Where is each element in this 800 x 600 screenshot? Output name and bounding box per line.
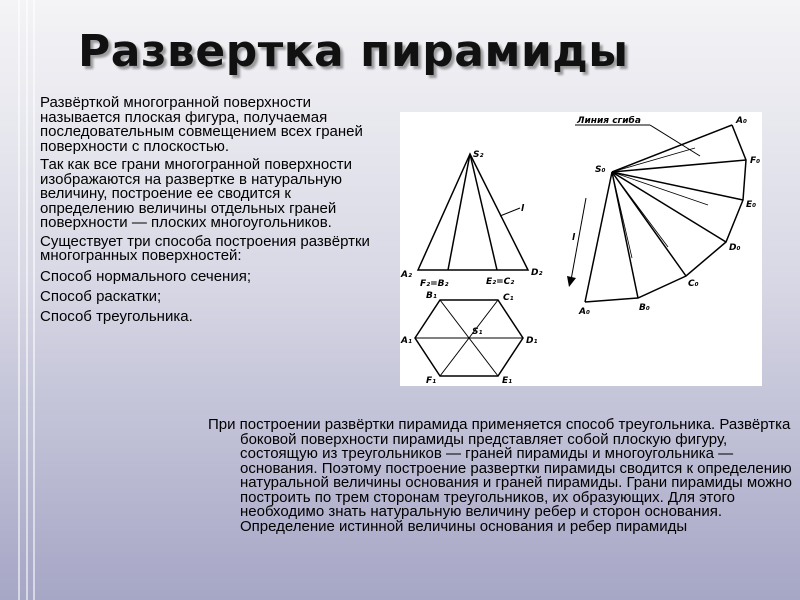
- dev-ray-d0: [612, 172, 726, 242]
- decor-stripe-3: [33, 0, 35, 600]
- l-arrow-head: [567, 276, 576, 287]
- label-b0: B₀: [639, 303, 650, 313]
- label-e0: E₀: [746, 200, 757, 210]
- method-triangle: Способ треугольника.: [40, 307, 193, 325]
- method-normal-section: Способ нормального сечения;: [40, 267, 251, 285]
- label-f2b2: F₂=B₂: [420, 279, 449, 289]
- explanation-paragraph: Так как все грани многогранной поверхности изображаются на развертке в натуральную величину, построение ее сводится к определению величины отдельных граней поверхности — плоских многоугольников.: [40, 156, 353, 231]
- decor-stripe-2: [26, 0, 28, 600]
- label-e2c2: E₂=C₂: [486, 277, 515, 287]
- bottom-text-block: При построении развёртки пирамида применяется способ треугольника. Развёртка боковой поверхности пирамиды представляет собой плоскую фигуру, состоящую из треугольников — граней пирамиды и многоугольника — основания. Поэтому построение развертки пирамиды сводится к определению натуральной величины основания и граней пирамиды. Грани пирамиды можно построить по трем сторонам треугольников, их образующих. Для этого необходимо знать натуральную величину ребер и сторон основания. Определение истинной величины основания и ребер пирамиды: [208, 416, 792, 535]
- label-l-dev: l: [572, 233, 576, 243]
- label-c1: C₁: [503, 293, 514, 303]
- decor-stripe-1: [18, 0, 20, 600]
- dev-ray-e0: [612, 172, 743, 200]
- dev-ray-a0-bottom: [585, 172, 612, 302]
- label-d2: D₂: [531, 268, 543, 278]
- l-leader: [500, 208, 520, 216]
- front-view-triangle: [418, 154, 528, 270]
- pyramid-drawing: [400, 112, 762, 386]
- pyramid-development-figure: [400, 112, 762, 386]
- label-d0: D₀: [729, 243, 741, 253]
- dev-ray-a0-top: [612, 125, 732, 172]
- left-text-block: [40, 96, 370, 328]
- label-l-front: l: [521, 204, 525, 214]
- label-s0: S₀: [595, 165, 606, 175]
- label-a0-top: A₀: [736, 116, 747, 126]
- method-rolling: Способ раскатки;: [40, 287, 162, 305]
- definition-paragraph: Развёрткой многогранной поверхности называется плоская фигура, получаемая последовательным совмещением всех граней поверхности с плоскостью.: [40, 94, 363, 155]
- front-edge-f2b2: [448, 154, 470, 270]
- label-fold-line: Линия сгиба: [577, 116, 641, 126]
- label-b1: B₁: [426, 291, 437, 301]
- page-title: Развертка пирамиды: [78, 26, 629, 77]
- label-e1: E₁: [502, 376, 513, 386]
- label-f0: F₀: [750, 156, 761, 166]
- fold-line-2: [612, 172, 708, 205]
- label-a0-bottom: A₀: [579, 307, 590, 317]
- label-s1: S₁: [472, 327, 483, 337]
- label-s2: S₂: [473, 150, 484, 160]
- methods-intro-paragraph: Существует три способа построения развёртки многогранных поверхностей:: [40, 232, 370, 264]
- label-a2: A₂: [401, 270, 412, 280]
- label-a1: A₁: [401, 336, 412, 346]
- label-d1: D₁: [526, 336, 538, 346]
- front-edge-e2c2: [470, 154, 497, 270]
- label-c0: C₀: [688, 279, 699, 289]
- label-f1: F₁: [426, 376, 437, 386]
